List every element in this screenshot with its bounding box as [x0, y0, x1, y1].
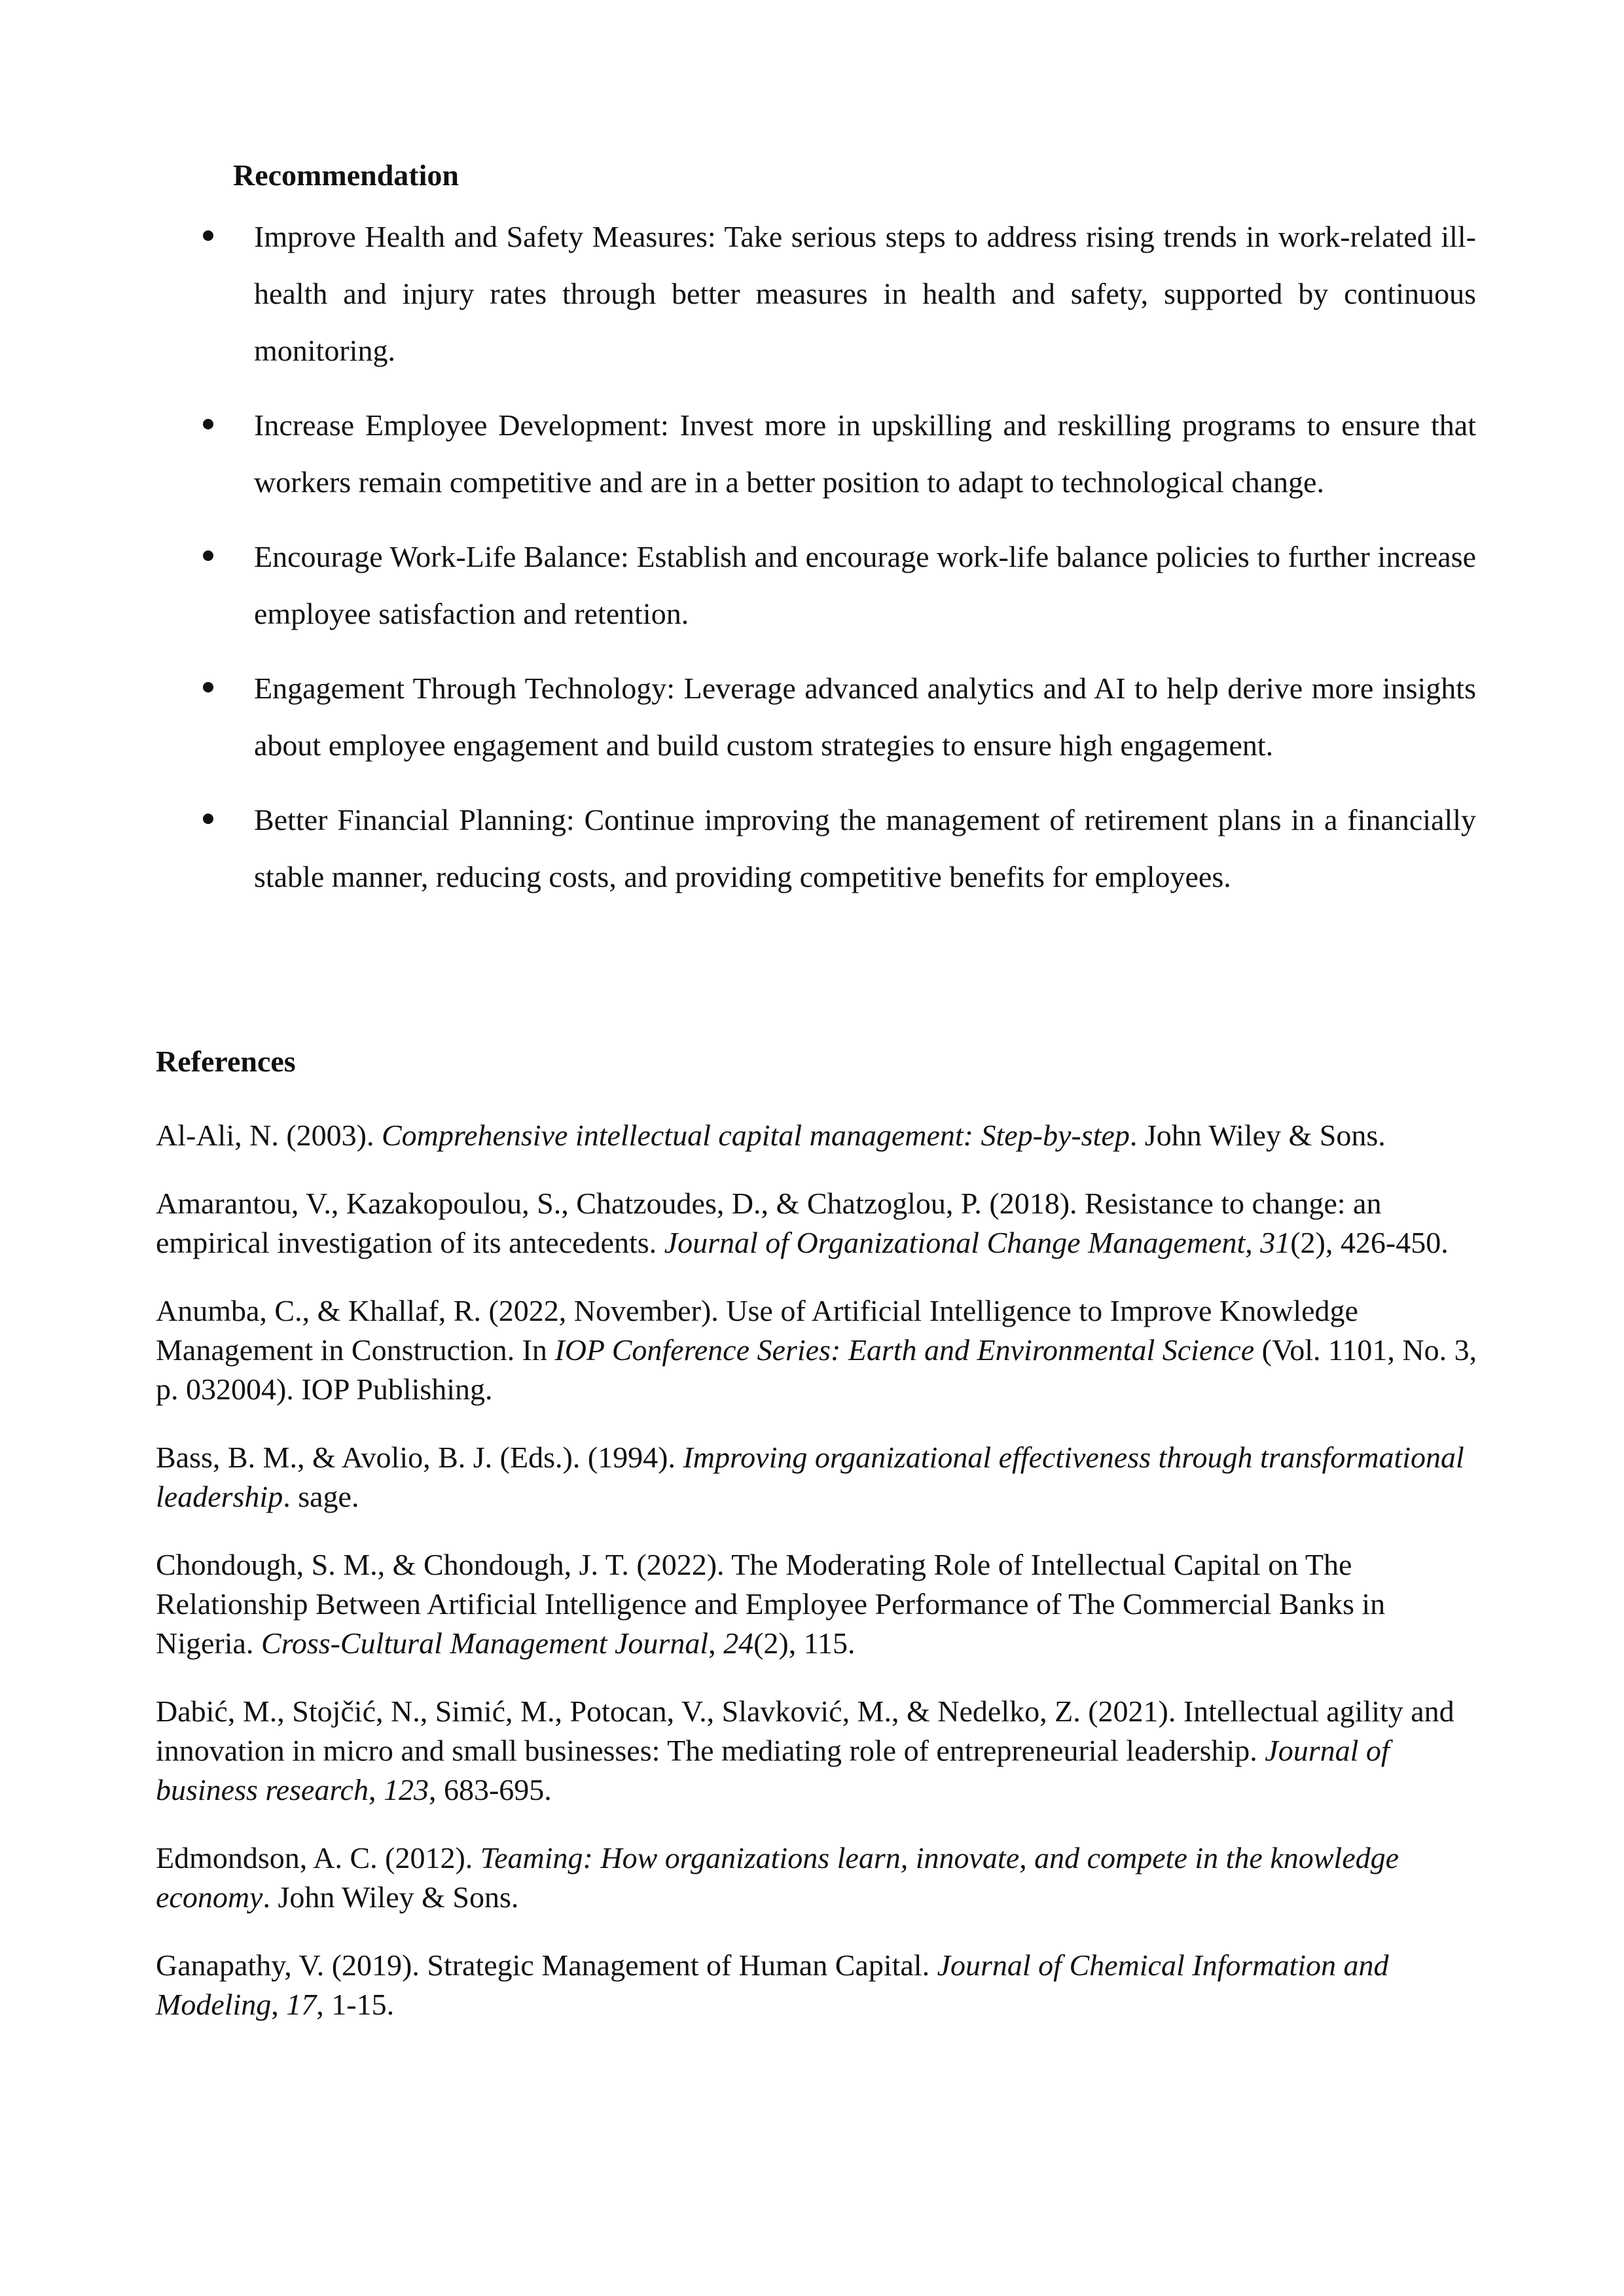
reference-text: Anumba, C., & Khallaf, R. (2022, November). Use of Artificial Intelligence to Improve Knowledge Management in Construction. In — [156, 1294, 1358, 1367]
reference-title: Journal of Organizational Change Management — [664, 1226, 1246, 1259]
reference-text: Bass, B. M., & Avolio, B. J. (Eds.). (1994). — [156, 1441, 683, 1474]
reference-text: (2), 115. — [753, 1626, 856, 1660]
reference-text: , — [368, 1773, 384, 1806]
reference-text: , 1-15. — [316, 1988, 395, 2021]
recommendation-item — [203, 397, 1476, 511]
bullet-icon — [203, 550, 213, 561]
reference-entry — [156, 1545, 1485, 1663]
reference-text: Ganapathy, V. (2019). Strategic Management of Human Capital. — [156, 1948, 937, 1982]
recommendation-item — [203, 208, 1476, 379]
reference-text: . John Wiley & Sons. — [262, 1880, 519, 1914]
recommendation-text: Improve Health and Safety Measures: Take serious steps to address rising trends in work-related ill-health and injury rates through better measures in health and safety, supported by continuous monitoring. — [254, 220, 1476, 367]
bullet-icon — [203, 814, 213, 824]
recommendation-list — [203, 208, 1476, 923]
reference-text: Edmondson, A. C. (2012). — [156, 1841, 480, 1874]
reference-text: Al-Ali, N. (2003). — [156, 1119, 382, 1152]
reference-volume: 17 — [286, 1988, 317, 2021]
reference-entry — [156, 1116, 1485, 1155]
recommendation-text: Encourage Work-Life Balance: Establish and encourage work-life balance policies to further increase employee satisfaction and retention. — [254, 540, 1476, 630]
bullet-icon — [203, 682, 213, 692]
reference-entry — [156, 1184, 1485, 1263]
reference-entry — [156, 1692, 1485, 1810]
reference-title: Teaming: How organizations learn, innovate, and compete in the knowledge economy — [156, 1841, 1399, 1914]
reference-text: , 683-695. — [428, 1773, 552, 1806]
references-heading: References — [156, 1045, 296, 1078]
reference-entry — [156, 1438, 1485, 1516]
reference-text: , — [1245, 1226, 1261, 1259]
recommendation-item — [203, 660, 1476, 774]
references-list — [156, 1116, 1485, 2053]
reference-text: Dabić, M., Stojčić, N., Simić, M., Potocan, V., Slavković, M., & Nedelko, Z. (2021). Intellectual agility and innovation in micro and small businesses: The mediating role of entrepreneurial leadership. — [156, 1695, 1454, 1767]
recommendation-text: Increase Employee Development: Invest more in upskilling and reskilling programs to ensure that workers remain competitive and are in a better position to adapt to technological change. — [254, 408, 1476, 499]
reference-entry — [156, 1946, 1485, 2024]
recommendation-text: Better Financial Planning: Continue improving the management of retirement plans in a financially stable manner, reducing costs, and providing competitive benefits for employees. — [254, 803, 1476, 893]
reference-title: Journal of Chemical Information and Modeling — [156, 1948, 1389, 2021]
reference-text: . sage. — [283, 1480, 359, 1513]
recommendation-heading: Recommendation — [233, 158, 459, 192]
reference-volume: 31 — [1260, 1226, 1291, 1259]
bullet-icon — [203, 230, 213, 241]
reference-title: Journal of business research — [156, 1734, 1390, 1806]
recommendation-text: Engagement Through Technology: Leverage advanced analytics and AI to help derive more insights about employee engagement and build custom strategies to ensure high engagement. — [254, 672, 1476, 762]
recommendation-item — [203, 528, 1476, 642]
reference-title: IOP Conference Series: Earth and Environmental Science — [554, 1333, 1255, 1367]
reference-entry — [156, 1291, 1485, 1409]
reference-text: Amarantou, V., Kazakopoulou, S., Chatzoudes, D., & Chatzoglou, P. (2018). Resistance to change: an empirical investigation of its antecedents. — [156, 1187, 1382, 1259]
bullet-icon — [203, 419, 213, 429]
reference-text: Chondough, S. M., & Chondough, J. T. (2022). The Moderating Role of Intellectual Capital on The Relationship Between Artificial Intelligence and Employee Performance of The Commercial Banks in Nigeria. — [156, 1548, 1386, 1660]
reference-text: , — [271, 1988, 287, 2021]
reference-title: Improving organizational effectiveness through transformational leadership — [156, 1441, 1464, 1513]
reference-text: . John Wiley & Sons. — [1129, 1119, 1386, 1152]
reference-text: (Vol. 1101, No. 3, p. 032004). IOP Publishing. — [156, 1333, 1477, 1406]
reference-volume: 24 — [723, 1626, 754, 1660]
recommendation-item — [203, 791, 1476, 905]
reference-text: , — [708, 1626, 724, 1660]
reference-title: Comprehensive intellectual capital management: Step-by-step — [381, 1119, 1130, 1152]
reference-title: Cross-Cultural Management Journal — [261, 1626, 709, 1660]
reference-text: (2), 426-450. — [1290, 1226, 1449, 1259]
reference-volume: 123 — [383, 1773, 429, 1806]
reference-entry — [156, 1839, 1485, 1917]
